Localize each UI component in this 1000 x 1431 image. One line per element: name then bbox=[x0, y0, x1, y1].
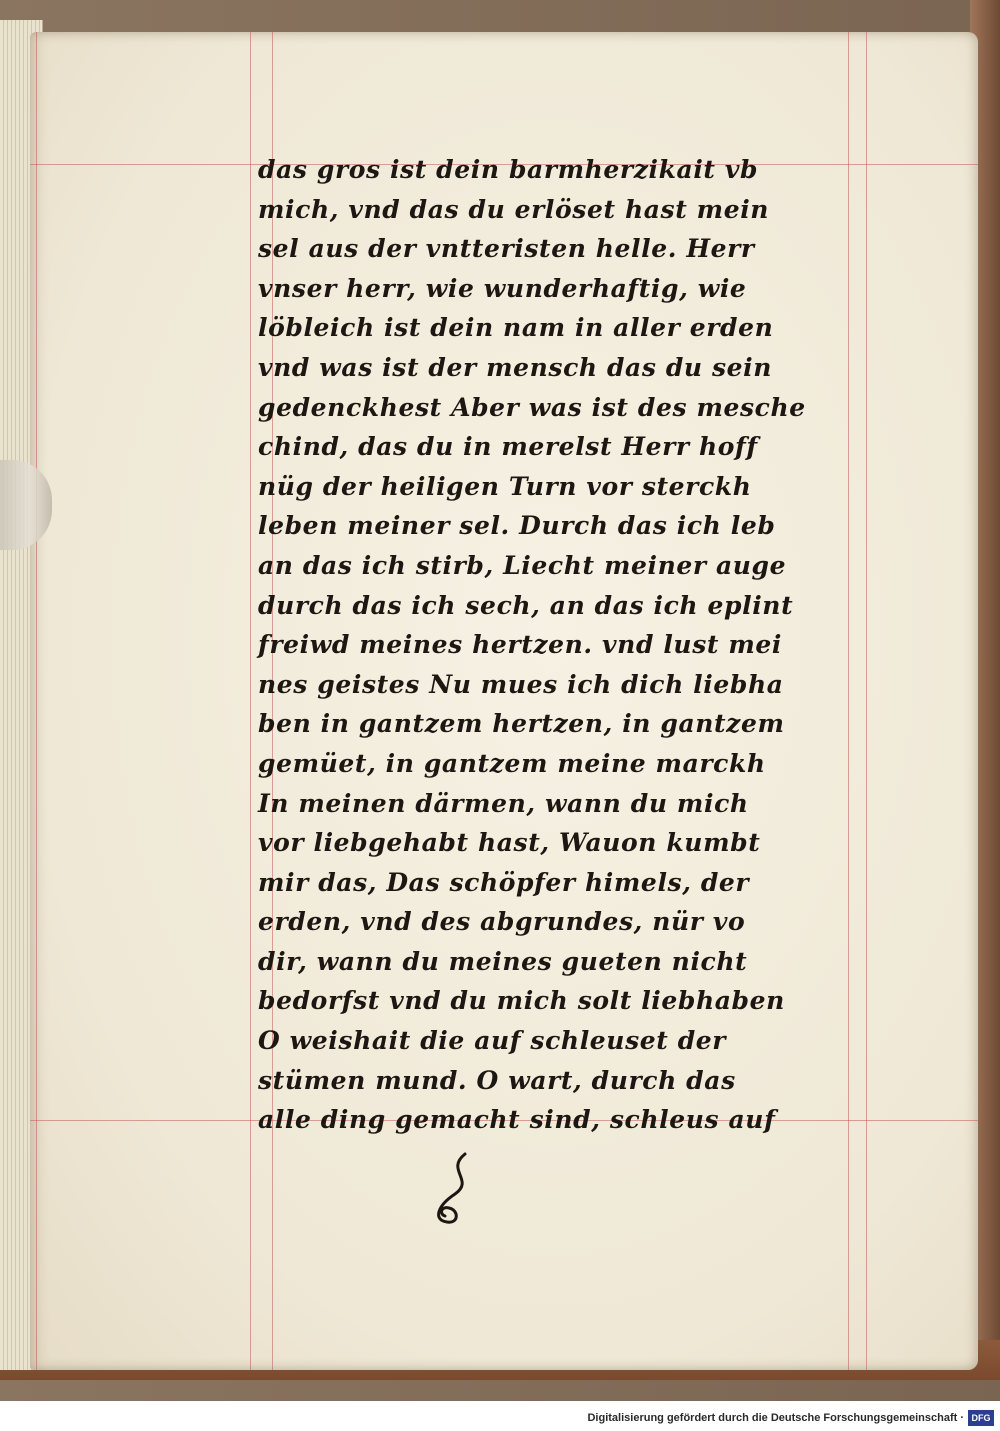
text-line: mir das, Das schöpfer himels, der bbox=[258, 867, 750, 897]
ruling-line-vertical bbox=[250, 32, 251, 1370]
text-line: gemüet, in gantzem meine marckh bbox=[258, 748, 766, 778]
text-line: dir, wann du meines gueten nicht bbox=[258, 946, 748, 976]
text-line: sel aus der vntteristen helle. Herr bbox=[258, 234, 755, 264]
funding-credit: Digitalisierung gefördert durch die Deutsche Forschungsgemeinschaft · bbox=[587, 1412, 964, 1424]
text-line: an das ich stirb, Liecht meiner auge bbox=[258, 550, 787, 580]
text-line: erden, vnd des abgrundes, nür vo bbox=[258, 907, 746, 937]
text-line: mich, vnd das du erlöset hast mein bbox=[258, 194, 770, 224]
text-line: bedorfst vnd du mich solt liebhaben bbox=[258, 986, 785, 1016]
manuscript-page bbox=[30, 32, 978, 1370]
catchword-flourish bbox=[425, 1150, 485, 1230]
text-line: leben meiner sel. Durch das ich leb bbox=[258, 511, 776, 541]
text-line: durch das ich sech, an das ich eplint bbox=[258, 590, 794, 620]
text-line: stümen mund. O wart, durch das bbox=[258, 1065, 736, 1095]
text-line: vnser herr, wie wunderhaftig, wie bbox=[258, 273, 747, 303]
footer-bar bbox=[0, 1401, 1000, 1431]
manuscript-text bbox=[258, 150, 888, 1140]
text-line: freiwd meines hertzen. vnd lust mei bbox=[258, 630, 782, 660]
text-line: chind, das du in merelst Herr hoff bbox=[258, 432, 758, 462]
text-line: ben in gantzem hertzen, in gantzem bbox=[258, 709, 785, 739]
text-line: O weishait die auf schleuset der bbox=[258, 1026, 727, 1056]
text-line: nüg der heiligen Turn vor sterckh bbox=[258, 471, 752, 501]
text-line: gedenckhest Aber was ist des mesche bbox=[258, 392, 806, 422]
text-line: löbleich ist dein nam in aller erden bbox=[258, 313, 774, 343]
text-line: vnd was ist der mensch das du sein bbox=[258, 352, 773, 382]
text-line: nes geistes Nu mues ich dich liebha bbox=[258, 669, 784, 699]
dfg-logo-icon: DFG bbox=[968, 1410, 994, 1426]
text-line: In meinen därmen, wann du mich bbox=[258, 788, 749, 818]
ruling-line-vertical bbox=[36, 32, 37, 1370]
text-line: das gros ist dein barmherzikait vb bbox=[258, 155, 759, 184]
text-line: vor liebgehabt hast, Wauon kumbt bbox=[258, 828, 761, 858]
text-line: alle ding gemacht sind, schleus auf bbox=[258, 1105, 776, 1135]
